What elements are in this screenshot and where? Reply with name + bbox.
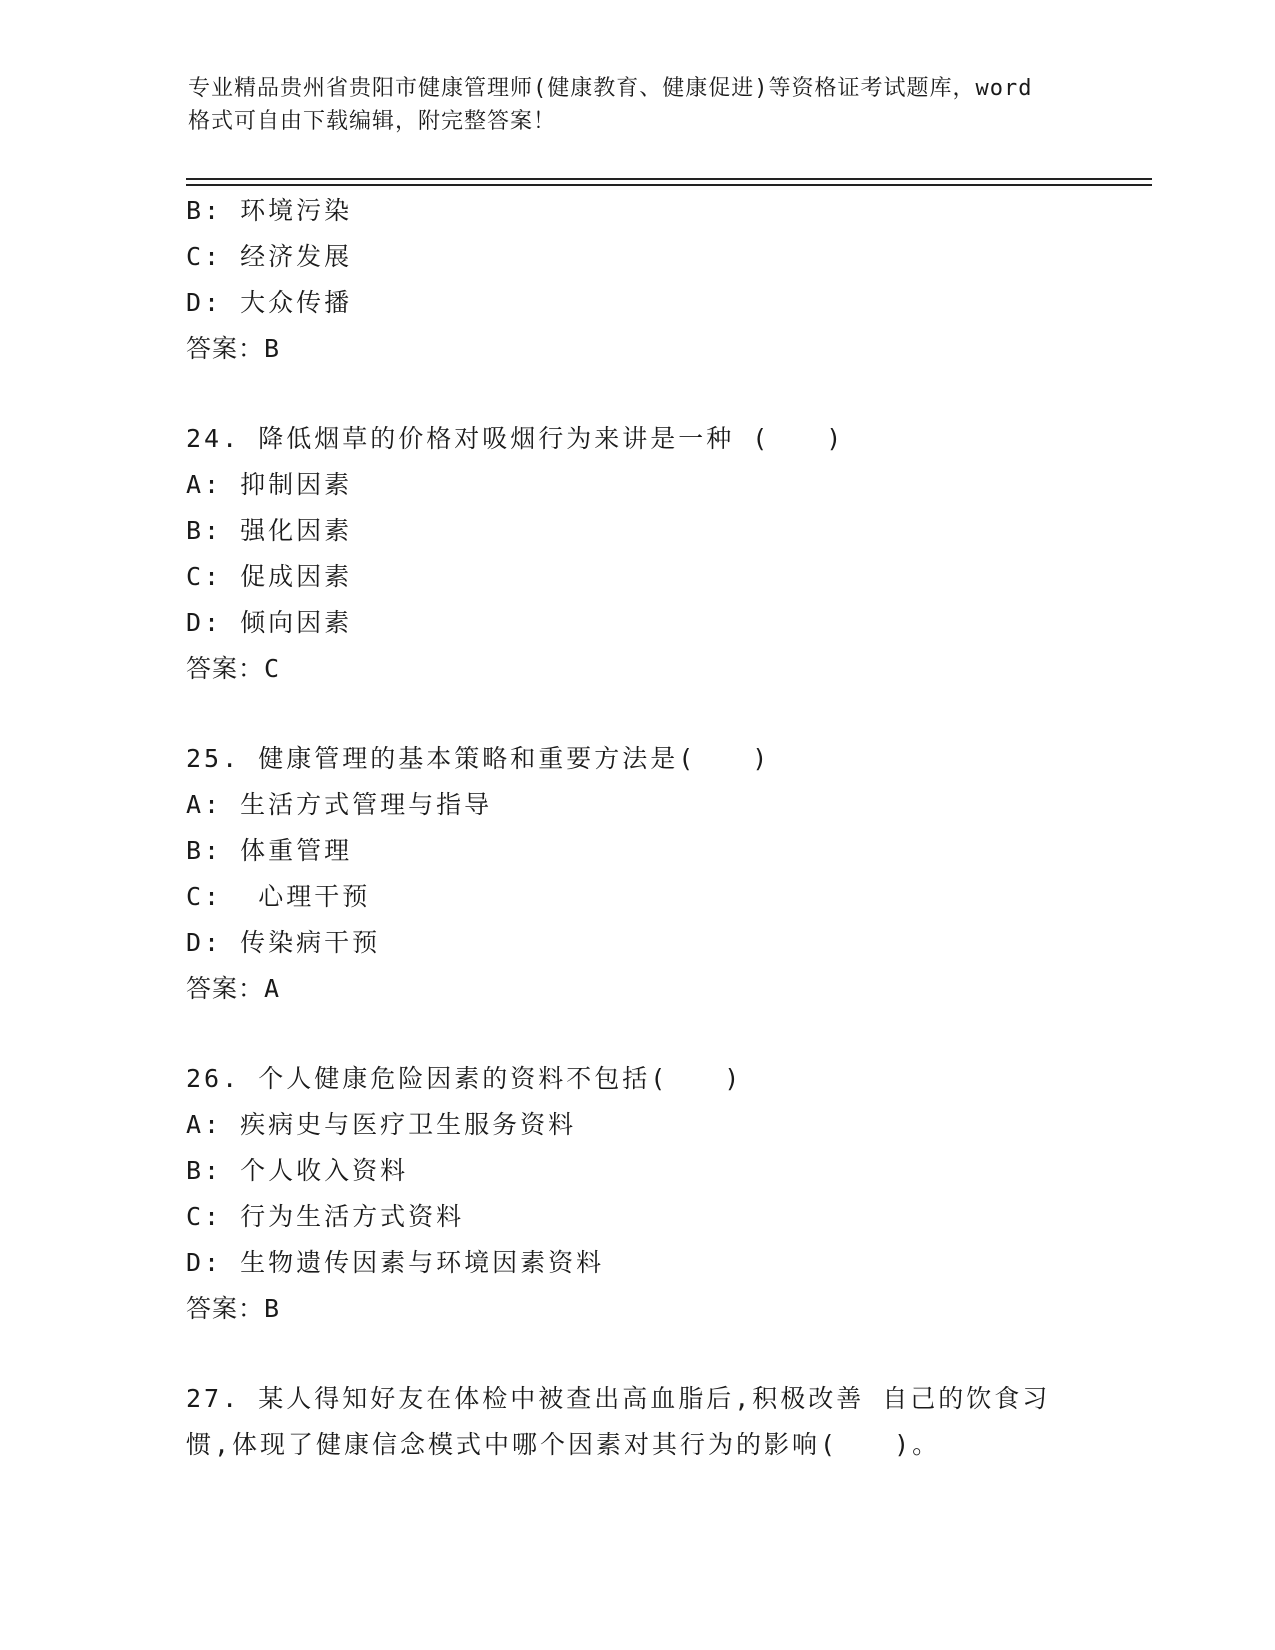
question-25	[186, 736, 1086, 1012]
header-rule-bottom	[186, 184, 1152, 186]
answer: 答案：A	[186, 974, 281, 1003]
header-line-2: 格式可自由下载编辑，附完整答案！	[188, 109, 557, 134]
option-a: A: 抑制因素	[186, 470, 353, 499]
answer: 答案：B	[186, 1294, 281, 1323]
option-c: C: 促成因素	[186, 562, 353, 591]
question-text-line-1: 27. 某人得知好友在体检中被查出高血脂后,积极改善 自己的饮食习	[186, 1384, 1051, 1413]
question-26	[186, 1056, 1086, 1332]
option-c: C: 心理干预	[186, 882, 371, 911]
answer: 答案：B	[186, 334, 281, 363]
option-d: D: 倾向因素	[186, 608, 353, 637]
answer: 答案：C	[186, 654, 281, 683]
question-24	[186, 416, 1086, 692]
header-rule-top	[186, 178, 1152, 180]
question-text: 26. 个人健康危险因素的资料不包括( )	[186, 1064, 743, 1093]
option-d: D: 大众传播	[186, 288, 353, 317]
document-header	[188, 72, 1088, 138]
question-text: 24. 降低烟草的价格对吸烟行为来讲是一种 ( )	[186, 424, 845, 453]
header-line-1: 专业精品贵州省贵阳市健康管理师(健康教育、健康促进)等资格证考试题库，word	[188, 76, 1033, 101]
option-d: D: 生物遗传因素与环境因素资料	[186, 1248, 605, 1277]
question-27	[186, 1376, 1086, 1468]
option-b: B: 强化因素	[186, 516, 353, 545]
option-b: B: 体重管理	[186, 836, 353, 865]
option-a: A: 生活方式管理与指导	[186, 790, 493, 819]
option-c: C: 经济发展	[186, 242, 353, 271]
question-list	[186, 188, 1086, 1468]
option-c: C: 行为生活方式资料	[186, 1202, 465, 1231]
option-d: D: 传染病干预	[186, 928, 381, 957]
question-text-line-2: 惯,体现了健康信念模式中哪个因素对其行为的影响( )。	[186, 1430, 941, 1459]
option-b: B: 环境污染	[186, 196, 353, 225]
question-23-continued	[186, 188, 1086, 372]
question-text: 25. 健康管理的基本策略和重要方法是( )	[186, 744, 771, 773]
option-a: A: 疾病史与医疗卫生服务资料	[186, 1110, 577, 1139]
option-b: B: 个人收入资料	[186, 1156, 409, 1185]
